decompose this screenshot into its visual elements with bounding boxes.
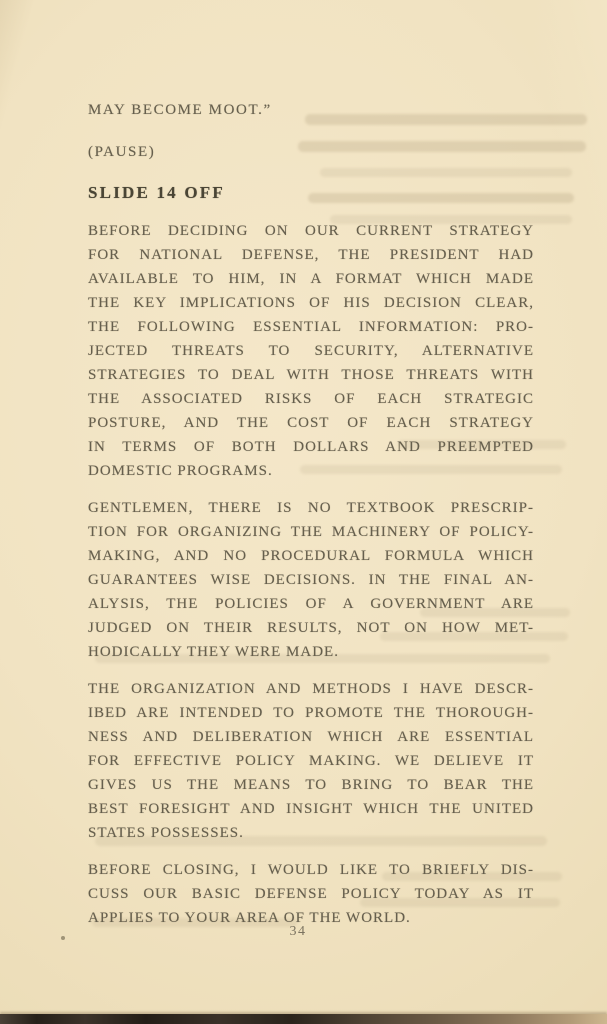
- text-line: IN TERMS OF BOTH DOLLARS AND PREEMPTED: [88, 439, 534, 455]
- quote-closing-line: MAY BECOME MOOT.”: [88, 102, 272, 118]
- text-line: FOR EFFECTIVE POLICY MAKING. WE DELIEVE IT: [88, 753, 534, 769]
- text-line: JUDGED ON THEIR RESULTS, NOT ON HOW MET-: [88, 620, 534, 636]
- paragraph: [88, 219, 534, 483]
- text-line: STRATEGIES TO DEAL WITH THOSE THREATS WITH: [88, 367, 534, 383]
- text-line: BEST FORESIGHT AND INSIGHT WHICH THE UNITED: [88, 801, 534, 817]
- paper-speck: [61, 936, 65, 940]
- text-line: NESS AND DELIBERATION WHICH ARE ESSENTIAL: [88, 729, 534, 745]
- text-line: AVAILABLE TO HIM, IN A FORMAT WHICH MADE: [88, 271, 534, 287]
- text-line: ALYSIS, THE POLICIES OF A GOVERNMENT ARE: [88, 596, 534, 612]
- text-line: BEFORE CLOSING, I WOULD LIKE TO BRIEFLY DIS-: [88, 862, 534, 878]
- text-line: STATES POSSESSES.: [88, 825, 244, 841]
- text-line: THE ORGANIZATION AND METHODS I HAVE DESCR-: [88, 681, 534, 697]
- text-line: POSTURE, AND THE COST OF EACH STRATEGY: [88, 415, 534, 431]
- pause-stage-direction: (PAUSE): [88, 144, 156, 160]
- text-line: IBED ARE INTENDED TO PROMOTE THE THOROUGH-: [88, 705, 534, 721]
- text-line: JECTED THREATS TO SECURITY, ALTERNATIVE: [88, 343, 534, 359]
- paragraph: [88, 677, 534, 845]
- text-line: APPLIES TO YOUR AREA OF THE WORLD.: [88, 910, 411, 926]
- paragraph: [88, 496, 534, 664]
- paragraph: [88, 858, 534, 930]
- page-bottom-edge-shadow: [0, 1014, 607, 1024]
- text-line: HODICALLY THEY WERE MADE.: [88, 644, 339, 660]
- text-line: THE FOLLOWING ESSENTIAL INFORMATION: PRO-: [88, 319, 534, 335]
- slide-cue-heading: SLIDE 14 OFF: [88, 183, 225, 202]
- text-line: TION FOR ORGANIZING THE MACHINERY OF POLICY-: [88, 524, 534, 540]
- text-line: MAKING, AND NO PROCEDURAL FORMULA WHICH: [88, 548, 534, 564]
- text-line: DOMESTIC PROGRAMS.: [88, 463, 273, 479]
- text-line: GENTLEMEN, THERE IS NO TEXTBOOK PRESCRIP-: [88, 500, 534, 516]
- text-line: BEFORE DECIDING ON OUR CURRENT STRATEGY: [88, 223, 534, 239]
- page-number: 34: [289, 924, 307, 939]
- text-line: GIVES US THE MEANS TO BRING TO BEAR THE: [88, 777, 534, 793]
- text-line: THE ASSOCIATED RISKS OF EACH STRATEGIC: [88, 391, 534, 407]
- page-text-block: [88, 98, 534, 930]
- text-line: GUARANTEES WISE DECISIONS. IN THE FINAL AN-: [88, 572, 534, 588]
- text-line: THE KEY IMPLICATIONS OF HIS DECISION CLEAR,: [88, 295, 534, 311]
- text-line: FOR NATIONAL DEFENSE, THE PRESIDENT HAD: [88, 247, 534, 263]
- text-line: CUSS OUR BASIC DEFENSE POLICY TODAY AS IT: [88, 886, 534, 902]
